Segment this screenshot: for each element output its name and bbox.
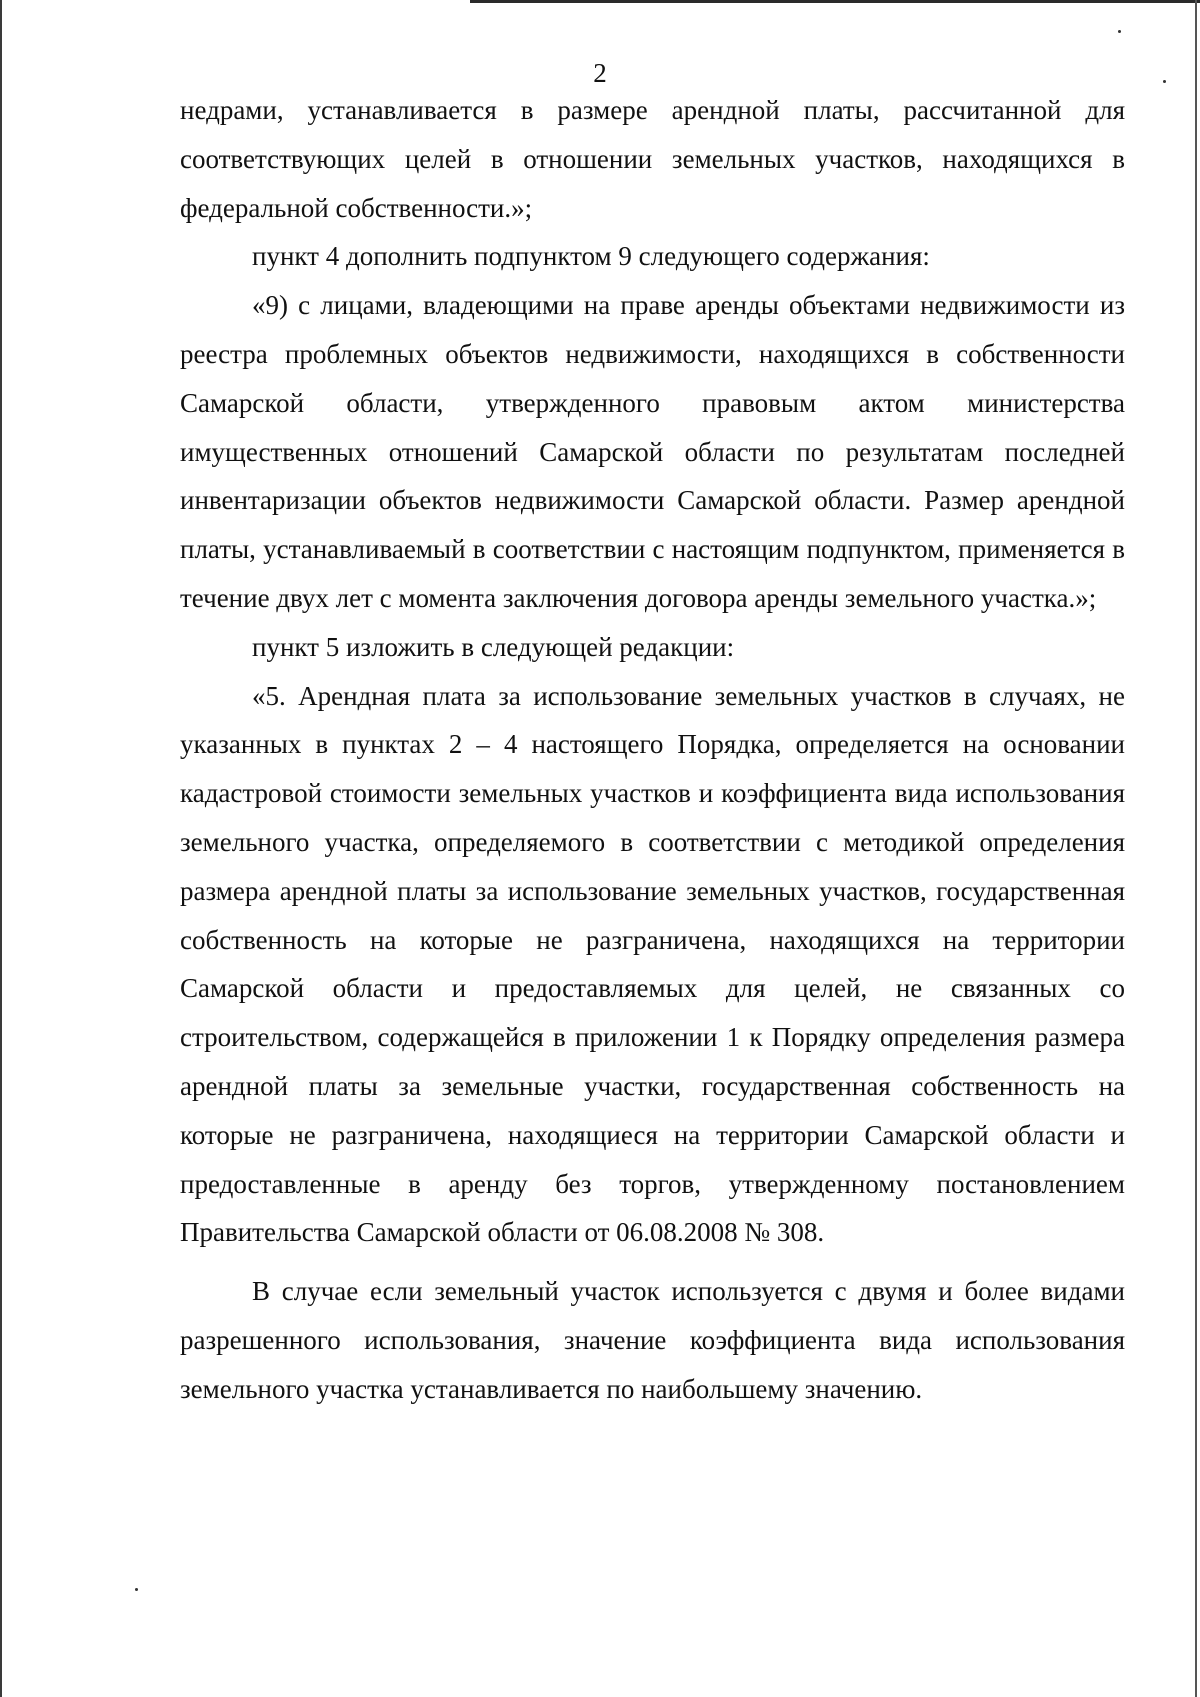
scan-speck (1118, 30, 1121, 33)
paragraph-continuation: недрами, устанавливается в размере арендной платы, рассчитанной для соответствующих целей в отношении земельных участков, находящихся в федеральной собственности.»; (180, 95, 1125, 223)
paragraph-item-4-amendment: пункт 4 дополнить подпунктом 9 следующего содержания: (252, 241, 930, 272)
scan-edge-right (1195, 0, 1197, 1697)
page-number: 2 (593, 58, 607, 88)
paragraph-item-5-amendment: пункт 5 изложить в следующей редакции: (252, 631, 735, 662)
document-body (180, 86, 1125, 1414)
paragraph-item-5-text: «5. Арендная плата за использование земельных участков в случаях, не указанных в пунктах 2 – 4 настоящего Порядка, определяется на основании кадастровой стоимости земельных участков и коэффициента вида использования земельного участка, определяемого в соответствии с методикой определения размера арендной платы за использование земельных участков, государственная собственность на которые не разграничена, находящихся на территории Самарской области и предоставляемых для целей, не связанных со строительством, содержащейся в приложении 1 к Порядку определения размера арендной платы за земельные участки, государственная собственность на которые не разграничена, находящиеся на территории Самарской области и предоставленные в аренду без торгов, утвержденному постановлением Правительства Самарской области от 06.08.2008 № 308. (180, 680, 1125, 1248)
scan-speck (135, 1588, 138, 1591)
scan-edge-left (0, 0, 2, 1697)
paragraph-multiple-use: В случае если земельный участок используется с двумя и более видами разрешенного использования, значение коэффициента вида использования земельного участка устанавливается по наибольшему значению. (180, 1276, 1125, 1404)
paragraph-subitem-9: «9) с лицами, владеющими на праве аренды объектами недвижимости из реестра проблемных объектов недвижимости, находящихся в собственности Самарской области, утвержденного правовым актом министерства имущественных отношений Самарской области по результатам последней инвентаризации объектов недвижимости Самарской области. Размер арендной платы, устанавливаемый в соответствии с настоящим подпунктом, применяется в течение двух лет с момента заключения договора аренды земельного участка.»; (180, 290, 1125, 613)
scan-edge-top (470, 0, 1200, 3)
